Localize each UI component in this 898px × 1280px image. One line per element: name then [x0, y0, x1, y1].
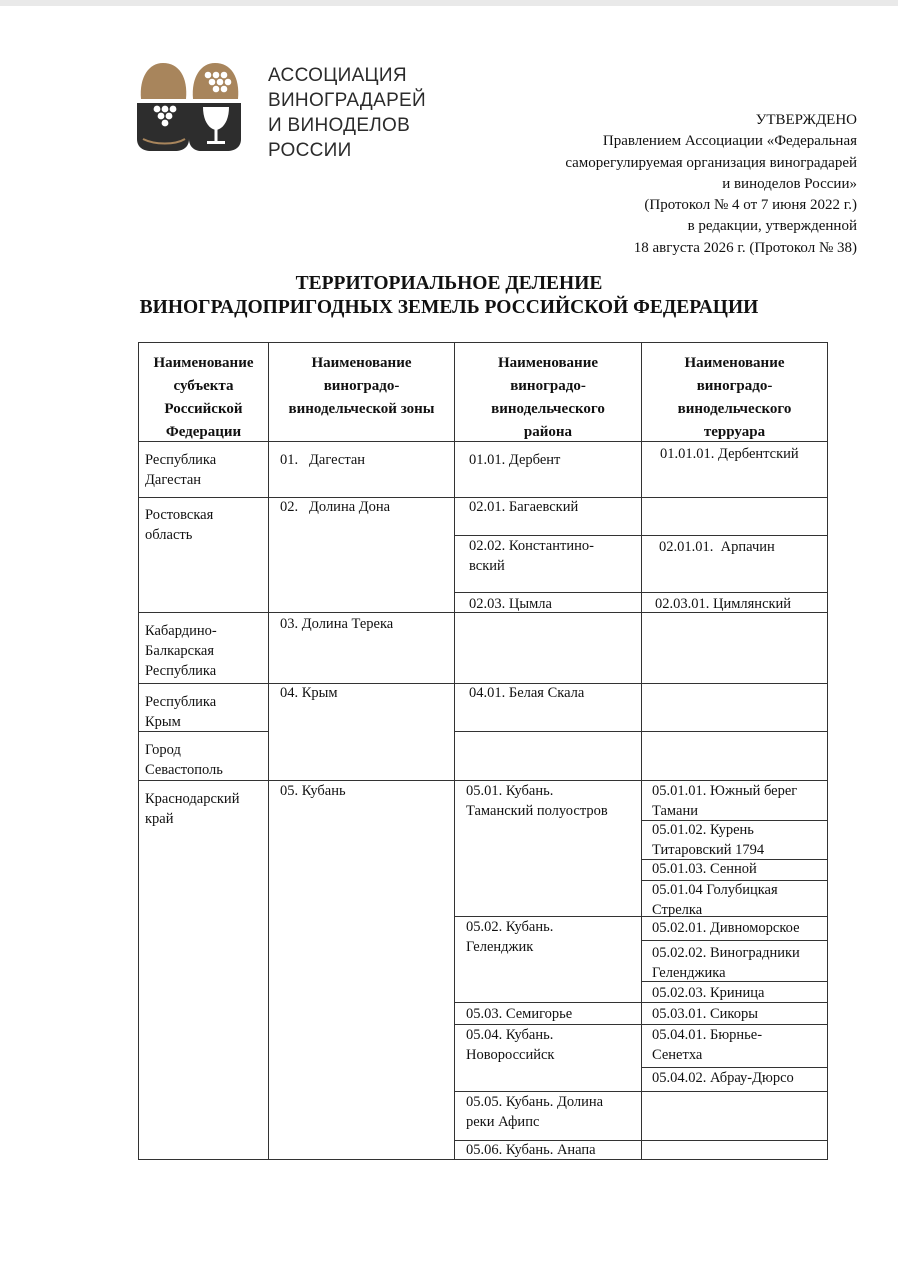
- approval-line: 18 августа 2026 г. (Протокол № 38): [633, 239, 857, 256]
- terroir-cell: [652, 943, 800, 983]
- header-line: виноградо-: [696, 378, 773, 394]
- cell-line: Город: [145, 742, 181, 758]
- header-line: Наименование: [153, 355, 254, 371]
- logo-line: ВИНОГРАДАРЕЙ: [268, 90, 426, 111]
- cell-line: Таманский полуостров: [466, 803, 608, 819]
- header-line: Наименование: [498, 355, 598, 371]
- cell-line: 05.02.02. Виноградники: [652, 945, 800, 961]
- terroir-cell: [652, 820, 764, 860]
- district-cell: [466, 781, 608, 821]
- subject-cell: [145, 450, 216, 490]
- row-divider: [454, 1002, 827, 1003]
- zone-cell: 02. Долина Дона: [280, 499, 391, 515]
- terroir-cell: [652, 781, 797, 821]
- approval-line: саморегулируемая организация виноградарей: [565, 154, 857, 171]
- header-terroir: [642, 343, 827, 443]
- terroir-cell: [659, 497, 775, 597]
- district-cell: [469, 683, 584, 703]
- cell-line: 05.02.01. Дивноморское: [652, 920, 800, 936]
- header-line: виноградо-: [510, 378, 586, 394]
- cell-line: 01.01. Дербент: [469, 452, 561, 468]
- approval-line: в редакции, утвержденной: [687, 218, 857, 235]
- cell-line: 05.03. Семигорье: [466, 1006, 573, 1022]
- terroir-cell: [652, 918, 800, 938]
- approval-line: (Протокол № 4 от 7 июня 2022 г.): [644, 197, 857, 214]
- terroir-cell: [652, 1004, 758, 1024]
- cell-line: Севастополь: [145, 762, 223, 778]
- cell-line: 02.01. Багаевский: [469, 499, 579, 515]
- cell-line: 05.02. Кубань.: [466, 919, 554, 935]
- cell-line: 05.04. Кубань.: [466, 1027, 554, 1043]
- approval-line: и виноделов России»: [722, 175, 857, 192]
- header-line: Наименование: [311, 355, 412, 371]
- cell-line: Геленджик: [466, 939, 534, 955]
- cell-line: Республика: [145, 452, 217, 468]
- cell-line: Краснодарский: [145, 791, 240, 807]
- column-divider: [641, 343, 642, 1159]
- cell-line: Республика: [145, 694, 217, 710]
- cell-line: 04.01. Белая Скала: [469, 685, 585, 701]
- terroir-cell: [652, 1025, 762, 1065]
- cell-line: 05.01.04 Голубицкая: [652, 882, 778, 898]
- cell-line: Дагестан: [145, 472, 202, 488]
- terroir-cell: [652, 983, 764, 1003]
- cell-line: 02.02. Константино-: [469, 538, 594, 554]
- terroir-cell: [652, 859, 757, 879]
- header-line: терруара: [703, 424, 766, 440]
- header-line: Федерации: [165, 424, 242, 440]
- district-cell: [469, 536, 594, 576]
- cell-line: 05.04.01. Бюрнье-: [652, 1027, 763, 1043]
- terroir-cell: [660, 444, 799, 464]
- logo-line: АССОЦИАЦИЯ: [268, 65, 407, 86]
- cell-line: 01.01.01. Дербентский: [660, 446, 799, 462]
- cell-line: вский: [469, 558, 505, 574]
- header-line: Российской: [164, 401, 243, 417]
- zone-cell: 03. Долина Терека: [280, 616, 394, 632]
- title-line-1: ТЕРРИТОРИАЛЬНОЕ ДЕЛЕНИЕ: [295, 273, 603, 294]
- header-line: Наименование: [684, 355, 785, 371]
- cell-line: реки Афипс: [466, 1114, 540, 1130]
- cell-line: 05.01.03. Сенной: [652, 861, 757, 877]
- cell-line: Кабардино-: [145, 623, 217, 639]
- subject-cell: [145, 621, 217, 681]
- header-line: района: [523, 424, 573, 440]
- terroir-cell: [652, 880, 778, 920]
- cell-line: 05.04.02. Абрау-Дюрсо: [652, 1070, 794, 1086]
- logo-text: [268, 63, 426, 163]
- zone-cell: 01. Дагестан: [280, 452, 366, 468]
- logo-line: И ВИНОДЕЛОВ: [268, 115, 411, 136]
- terroir-cell: [655, 594, 791, 614]
- district-cell: [466, 1140, 596, 1160]
- district-cell: [466, 1092, 603, 1132]
- cell-line: 05.06. Кубань. Анапа: [466, 1142, 596, 1158]
- subject-cell: [145, 789, 239, 829]
- header-line: винодельческого: [491, 401, 605, 417]
- document-page: [0, 6, 898, 1280]
- title-line-2: ВИНОГРАДОПРИГОДНЫХ ЗЕМЕЛЬ РОССИЙСКОЙ ФЕДЕРАЦИИ: [139, 297, 759, 318]
- district-cell: [469, 594, 552, 614]
- header-subject: [139, 343, 268, 443]
- zone-cell: 04. Крым: [280, 685, 338, 701]
- district-cell: [466, 917, 553, 957]
- association-logo: [135, 59, 435, 159]
- vine-logo-icon: [135, 59, 260, 155]
- approval-line: УТВЕРЖДЕНО: [755, 112, 857, 128]
- subject-cell: [145, 740, 223, 780]
- cell-line: Титаровский 1794: [652, 842, 765, 858]
- header-district: [455, 343, 641, 443]
- district-cell: [466, 1004, 572, 1024]
- header-line: виноградо-: [323, 378, 400, 394]
- header-zone: [269, 343, 454, 443]
- territory-table: [138, 342, 828, 1160]
- district-cell: [469, 497, 578, 517]
- cell-line: Ростовская: [145, 507, 214, 523]
- column-divider: [268, 343, 269, 1159]
- cell-line: 02.03.01. Цимлянский: [655, 596, 792, 612]
- cell-line: Стрелка: [652, 902, 703, 918]
- district-cell: [466, 1025, 554, 1065]
- approval-line: Правлением Ассоциации «Федеральная: [602, 133, 857, 150]
- cell-line: 05.01.01. Южный берег: [652, 783, 798, 799]
- cell-line: 02.01.01. Арпачин: [659, 539, 775, 555]
- zone-cell: 05. Кубань: [280, 783, 346, 799]
- cell-line: Республика: [145, 663, 217, 679]
- subject-cell: [145, 692, 216, 732]
- cell-line: область: [145, 527, 193, 543]
- header-line: субъекта: [173, 378, 234, 394]
- terroir-cell: [652, 1068, 794, 1088]
- cell-line: Новороссийск: [466, 1047, 555, 1063]
- row-divider: [641, 940, 827, 941]
- cell-line: 02.03. Цымла: [469, 596, 552, 612]
- document-title: [0, 272, 898, 320]
- cell-line: 05.03.01. Сикоры: [652, 1006, 758, 1022]
- header-line: винодельческого: [677, 401, 792, 417]
- district-cell: [469, 450, 560, 470]
- cell-line: Крым: [145, 714, 181, 730]
- cell-line: Геленджика: [652, 965, 726, 981]
- cell-line: Балкарская: [145, 643, 215, 659]
- header-line: винодельческой зоны: [288, 401, 435, 417]
- cell-line: 05.01.02. Курень: [652, 822, 754, 838]
- subject-cell: [145, 505, 213, 545]
- cell-line: Тамани: [652, 803, 698, 819]
- cell-line: 05.05. Кубань. Долина: [466, 1094, 604, 1110]
- cell-line: край: [145, 811, 174, 827]
- cell-line: 05.02.03. Криница: [652, 985, 765, 1001]
- row-divider: [454, 731, 827, 732]
- logo-line: РОССИИ: [268, 140, 352, 161]
- approval-stamp: [565, 110, 857, 259]
- column-divider: [454, 343, 455, 1159]
- cell-line: 05.01. Кубань.: [466, 783, 554, 799]
- cell-line: Сенетха: [652, 1047, 703, 1063]
